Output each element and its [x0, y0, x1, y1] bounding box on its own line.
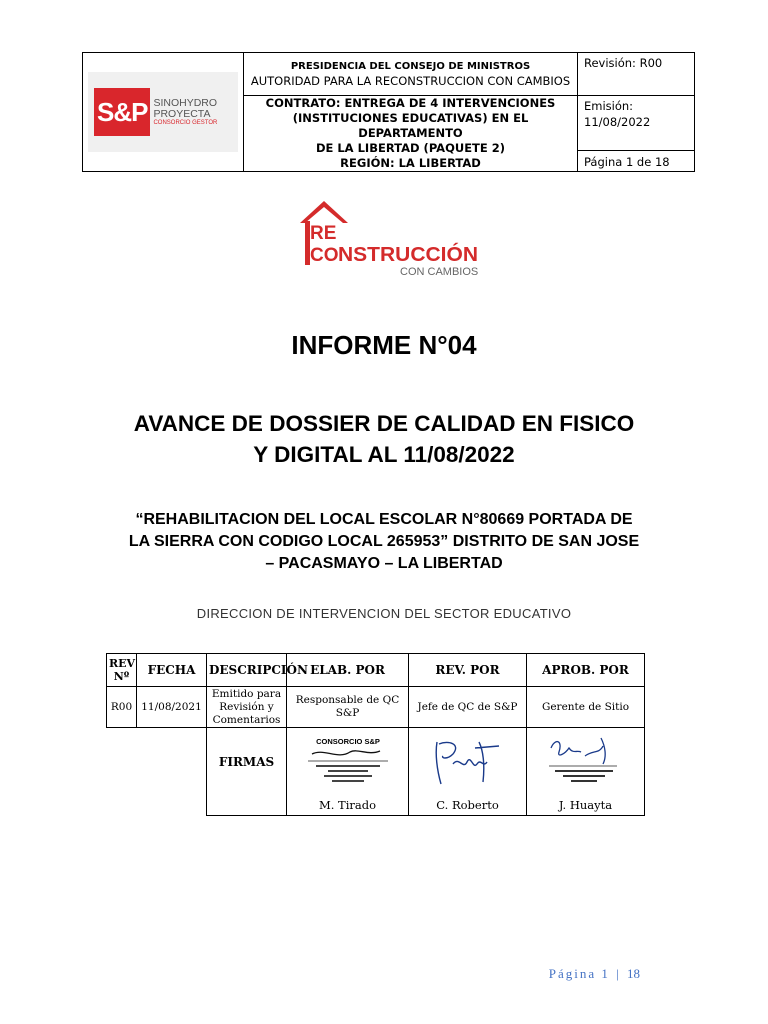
- contract-line3: DE LA LIBERTAD (PAQUETE 2): [315, 141, 506, 155]
- document-header: [82, 52, 695, 172]
- signature-row: [107, 728, 645, 816]
- signature-rev: [409, 728, 527, 816]
- signer-aprob: J. Huayta: [558, 798, 613, 812]
- logo-tagline: CON CAMBIOS: [400, 266, 479, 278]
- col-fecha: FECHA: [137, 654, 207, 687]
- footer-label: Página: [548, 966, 597, 981]
- direction-text: DIRECCION DE INTERVENCION DEL SECTOR EDUCATIVO: [196, 606, 572, 621]
- sp-logo-line2: PROYECTA: [153, 107, 211, 120]
- project-name: [100, 509, 668, 575]
- cell-fecha: 11/08/2021: [137, 687, 207, 728]
- revision-table-header: [107, 654, 645, 687]
- stamp-signature-icon: [294, 734, 402, 788]
- org-line1: PRESIDENCIA DEL CONSEJO DE MINISTROS: [290, 61, 531, 72]
- logo-re: RE: [310, 223, 337, 244]
- blank-cell: [107, 728, 207, 816]
- revision-table: [106, 653, 645, 816]
- signer-rev: C. Roberto: [436, 798, 499, 812]
- firmas-label: FIRMAS: [218, 754, 275, 769]
- revision-cell: [578, 53, 695, 96]
- house-roof-icon: [300, 201, 348, 223]
- firmas-cell: [207, 728, 287, 816]
- revision-text: Revisión: R00: [584, 56, 663, 70]
- org-cell: [244, 53, 578, 96]
- cell-aprob: Gerente de Sitio: [527, 687, 645, 728]
- contract-line1: CONTRATO: ENTREGA DE 4 INTERVENCIONES: [265, 96, 556, 110]
- contract-line2: (INSTITUCIONES EDUCATIVAS) EN EL DEPARTAMENTO: [292, 111, 529, 140]
- region-text: REGIÓN: LA LIBERTAD: [340, 156, 481, 170]
- descripcion-line2: Revisión y: [219, 700, 274, 713]
- footer-page: 1: [601, 966, 608, 981]
- report-subtitle-line1: AVANCE DE DOSSIER DE CALIDAD EN FISICO: [133, 411, 635, 436]
- emision-label: Emisión:: [584, 99, 634, 113]
- project-line1: “REHABILITACION DEL LOCAL ESCOLAR N°80669 PORTADA DE: [135, 511, 633, 528]
- footer-separator: |: [616, 966, 619, 981]
- signature-aprob: [527, 728, 645, 816]
- emision-cell: [578, 96, 695, 172]
- sp-logo: [88, 72, 238, 152]
- col-rev: REV Nº: [107, 654, 137, 687]
- sp-logo-cell: [83, 53, 244, 172]
- stamp-text: CONSORCIO S&P: [315, 737, 380, 746]
- footer-total: 18: [627, 966, 640, 981]
- handwritten-signature-icon: [423, 734, 513, 790]
- cell-rev: R00: [107, 687, 137, 728]
- sp-logo-line3: CONSORCIO GESTOR: [153, 119, 218, 126]
- descripcion-line3: Comentarios: [212, 713, 281, 726]
- emision-date: 11/08/2022: [584, 115, 651, 129]
- cell-elab: Responsable de QC S&P: [287, 687, 409, 728]
- reconstruccion-logo: [298, 199, 483, 279]
- report-subtitle-line2: Y DIGITAL AL 11/08/2022: [253, 442, 515, 467]
- col-rev-por: REV. POR: [409, 654, 527, 687]
- descripcion-line1: Emitido para: [211, 687, 282, 700]
- cell-rev-por: Jefe de QC de S&P: [409, 687, 527, 728]
- project-line3: – PACASMAYO – LA LIBERTAD: [265, 555, 503, 572]
- logo-co: CO: [310, 245, 339, 266]
- page-count: Página 1 de 18: [584, 155, 670, 169]
- signature-elab: [287, 728, 409, 816]
- logo-nstruccion: NSTRUCCIÓN: [338, 244, 472, 266]
- report-subtitle: [110, 408, 658, 470]
- col-aprob: APROB. POR: [527, 654, 645, 687]
- stamp-signature-icon: [541, 734, 631, 790]
- col-elab: ELAB. POR: [287, 654, 409, 687]
- sp-logo-line1: SINOHYDRO: [153, 96, 218, 109]
- col-descripcion: DESCRIPCIÓN: [207, 654, 287, 687]
- emision-block: [578, 96, 694, 151]
- signer-elab: M. Tirado: [318, 798, 377, 812]
- contract-cell: [244, 96, 578, 172]
- project-line2: LA SIERRA CON CODIGO LOCAL 265953” DISTRITO DE SAN JOSE: [128, 533, 640, 550]
- report-title: INFORME N°04: [291, 330, 477, 360]
- org-line2: AUTORIDAD PARA LA RECONSTRUCCION CON CAMBIOS: [250, 74, 571, 88]
- table-row: [107, 687, 645, 728]
- cell-descripcion: [207, 687, 287, 728]
- page-footer: [549, 966, 640, 982]
- sp-logo-mark: S&P: [94, 88, 150, 136]
- sp-logo-text: [153, 98, 217, 127]
